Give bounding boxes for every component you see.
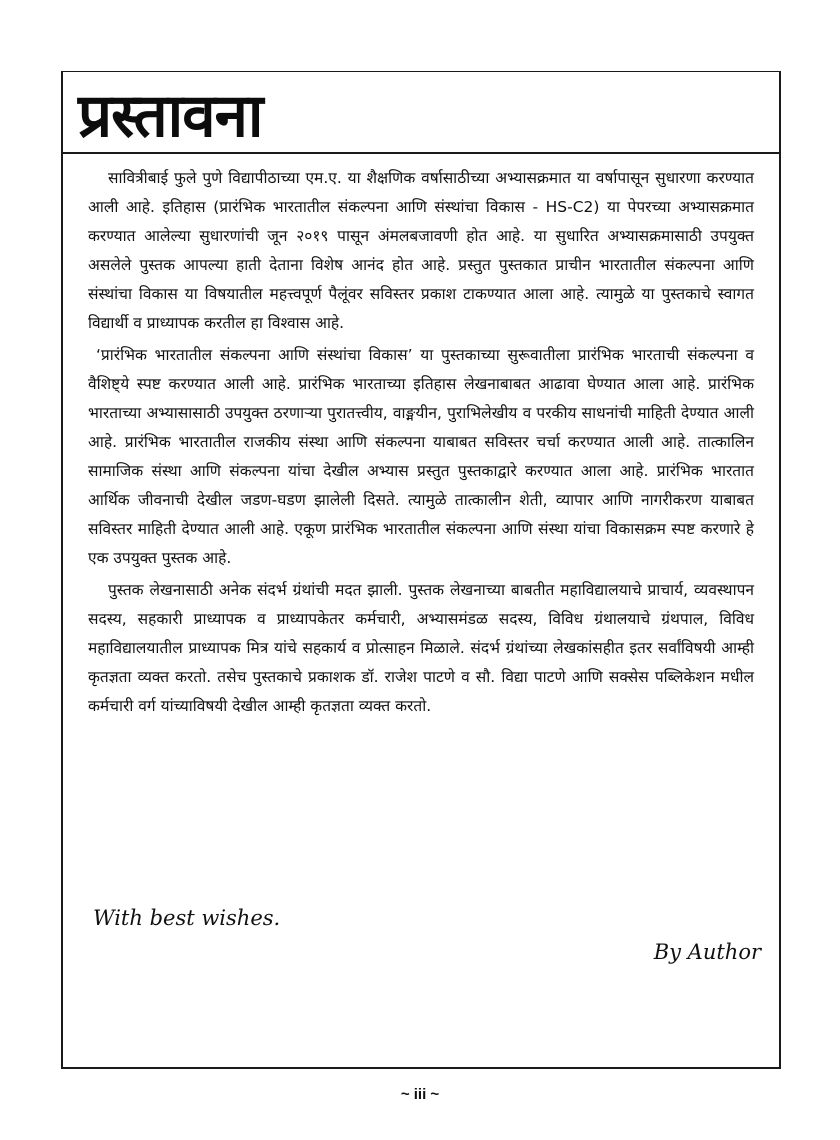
page-number: ~ iii ~ bbox=[400, 1086, 440, 1103]
closing-wishes: With best wishes. bbox=[93, 906, 281, 930]
page-frame bbox=[61, 71, 781, 1069]
page-title: प्रस्तावना bbox=[78, 81, 263, 151]
preface-body bbox=[88, 164, 754, 724]
paragraph-contents: ‘प्रारंभिक भारतातील संकल्पना आणि संस्थांचा विकास’ या पुस्तकाच्या सुरूवातीला प्रारंभिक भारताची संकल्पना व वैशिष्ट्ये स्पष्ट करण्यात आली आहे. प्रारंभिक भारताच्या इतिहास लेखनाबाबत आढावा घेण्यात आला आहे. प्रारंभिक भारताच्या अभ्यासासाठी उपयुक्त ठरणाऱ्या पुरातत्त्वीय, वाङ्मयीन, पुराभिलेखीय व परकीय साधनांची माहिती देण्यात आली आहे. प्रारंभिक भारतातील राजकीय संस्था आणि संकल्पना याबाबत सविस्तर चर्चा करण्यात आली आहे. तात्कालिन सामाजिक संस्था आणि संकल्पना यांचा देखील अभ्यास प्रस्तुत पुस्तकाद्वारे करण्यात आला आहे. प्रारंभिक भारतात आर्थिक जीवनाची देखील जडण-घडण झालेली दिसते. त्यामुळे तात्कालीन शेती, व्यापार आणि नागरीकरण याबाबत सविस्तर माहिती देण्यात आली आहे. एकूण प्रारंभिक भारतातील संकल्पना आणि संस्था यांचा विकासक्रम स्पष्ट करणारे हे एक उपयुक्त पुस्तक आहे. bbox=[88, 346, 754, 567]
paragraph-intro: सावित्रीबाई फुले पुणे विद्यापीठाच्या एम.ए. या शैक्षणिक वर्षासाठीच्या अभ्यासक्रमात या वर्षापासून सुधारणा करण्यात आली आहे. इतिहास (प्रारंभिक भारतातील संकल्पना आणि संस्थांचा विकास - HS-C2) या पेपरच्या अभ्यासक्रमात करण्यात आलेल्या सुधारणांची जून २०१९ पासून अंमलबजावणी होत आहे. या सुधारित अभ्यासक्रमासाठी उपयुक्त असलेले पुस्तक आपल्या हाती देताना विशेष आनंद होत आहे. प्रस्तुत पुस्तकात प्राचीन भारतातील संकल्पना आणि संस्थांचा विकास या विषयातील महत्त्वपूर्ण पैलूंवर सविस्तर प्रकाश टाकण्यात आला आहे. त्यामुळे या पुस्तकाचे स्वागत विद्यार्थी व प्राध्यापक करतील हा विश्वास आहे. bbox=[88, 169, 754, 332]
title-band bbox=[63, 72, 779, 154]
author-signature: By Author bbox=[653, 940, 761, 964]
paragraph-acknowledgements: पुस्तक लेखनासाठी अनेक संदर्भ ग्रंथांची मदत झाली. पुस्तक लेखनाच्या बाबतीत महाविद्यालयाचे प्राचार्य, व्यवस्थापन सदस्य, सहकारी प्राध्यापक व प्राध्यापकेतर कर्मचारी, अभ्यासमंडळ सदस्य, विविध ग्रंथालयाचे ग्रंथपाल, विविध महाविद्यालयातील प्राध्यापक मित्र यांचे सहकार्य व प्रोत्साहन मिळाले. संदर्भ ग्रंथांच्या लेखकांसहीत इतर सर्वांविषयी आम्ही कृतज्ञता व्यक्त करतो. तसेच पुस्तकाचे प्रकाशक डॉ. राजेश पाटणे व सौ. विद्या पाटणे आणि सक्सेस पब्लिकेशन मधील कर्मचारी वर्ग यांच्याविषयी देखील आम्ही कृतज्ञता व्यक्त करतो. bbox=[88, 581, 754, 715]
